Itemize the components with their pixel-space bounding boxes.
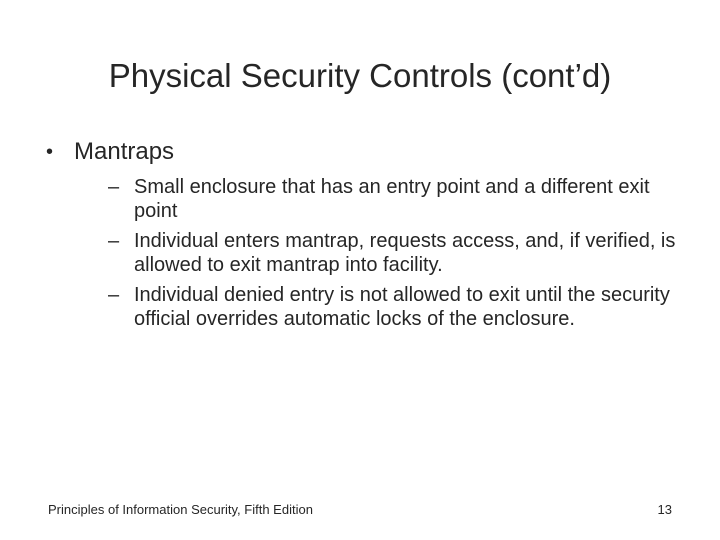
bullet-list — [46, 137, 686, 337]
sub-bullet-item — [108, 229, 686, 277]
bullet-text: Mantraps — [74, 138, 175, 165]
dash-marker: – — [108, 230, 120, 252]
page-number: 13 — [657, 502, 672, 517]
dash-marker: – — [108, 284, 120, 306]
sub-bullet-text: Individual enters mantrap, requests access, and, if verified, is allowed to exit mantrap into facility. — [134, 230, 676, 276]
sub-bullet-text: Small enclosure that has an entry point and a different exit point — [134, 176, 650, 222]
sub-bullet-item — [108, 283, 686, 331]
slide-title: Physical Security Controls (cont’d) — [108, 57, 612, 94]
sub-bullet-text: Individual denied entry is not allowed to exit until the security official overrides automatic locks of the enclosure. — [134, 284, 670, 330]
dash-marker: – — [108, 176, 120, 198]
bullet-item-mantraps — [46, 137, 686, 331]
sub-bullet-list — [74, 175, 686, 331]
sub-bullet-item — [108, 175, 686, 223]
footer-text: Principles of Information Security, Fifth Edition — [48, 502, 313, 517]
bullet-marker: • — [46, 141, 54, 163]
